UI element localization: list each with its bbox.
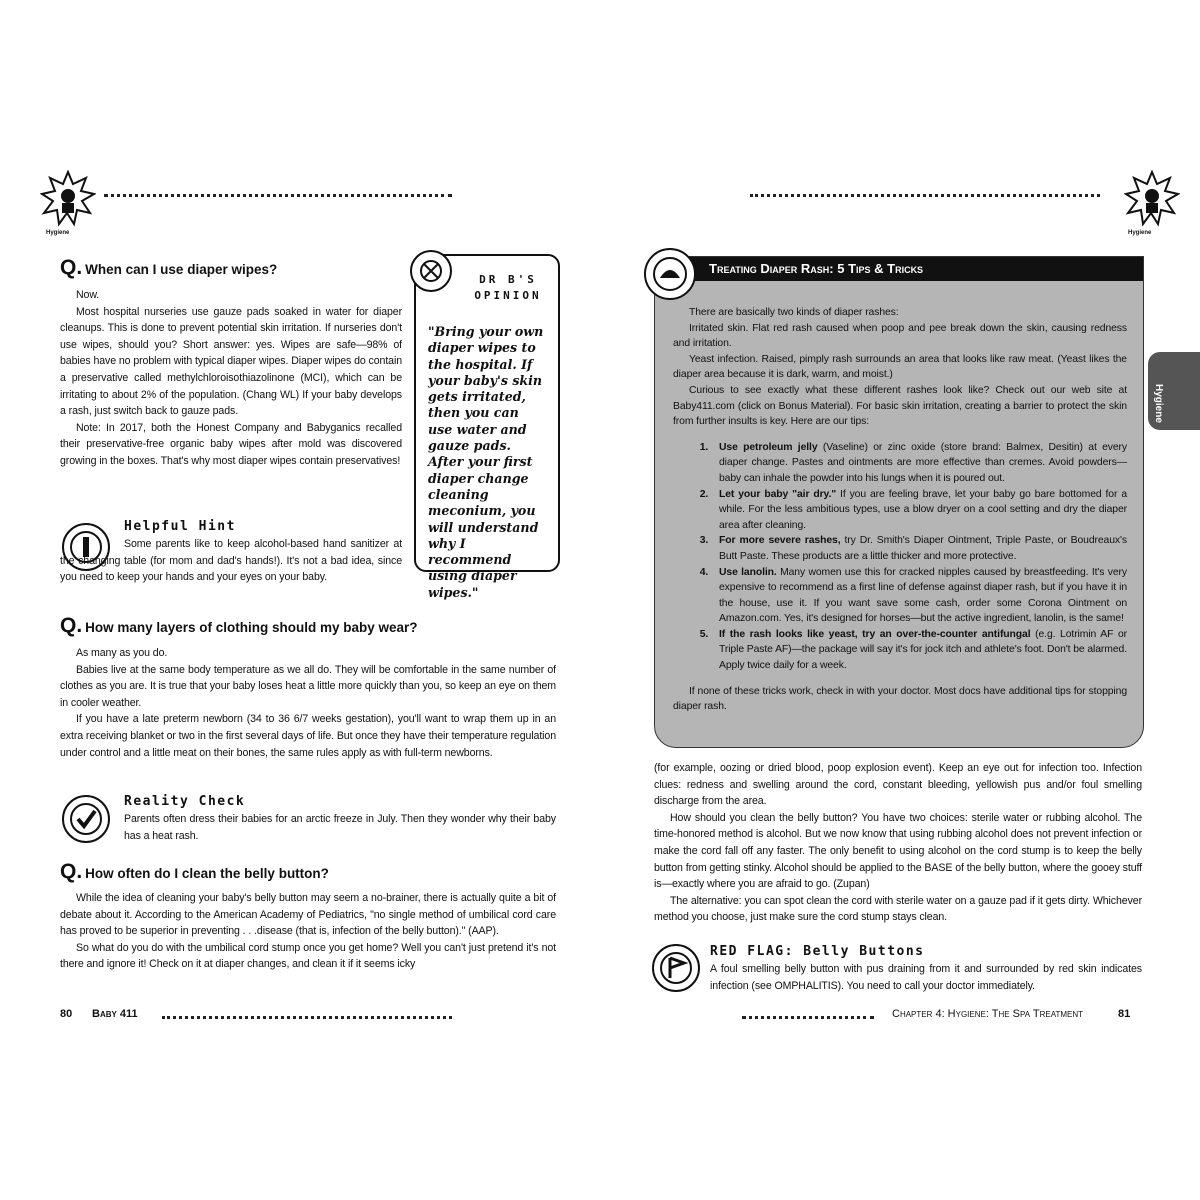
right-page bbox=[600, 0, 1200, 1200]
baby-icon bbox=[644, 248, 696, 300]
q1-body: Now. Most hospital nurseries use gauze pads soaked in water for diaper cleanups. This is done to prevent potential skin irritation. If nurseries don't use wipes, should you? Short answer: yes. Wipes are safe—98% of babies have no problem with typical diaper wipes. Diaper wipes do contain a preservative called methylchloroisothiazolinone (MCI), which can be irritating to about 2% of the population. (Chang WL) If your baby develops a rash, just switch back to gauze pads. Note: In 2017, both the Honest Company and Babyganics recalled their preservative-free organic baby wipes after mold was discovered growing in the boxes. That's why most diaper wipes contain preservatives! bbox=[60, 289, 402, 467]
q3-body: While the idea of cleaning your baby's belly button may seem a no-brainer, there is actually quite a bit of debate about it. According to the American Academy of Pediatrics, "no single method of umbilical cord care has proved to be superior in preventing . . .disease (that is, infection of the belly button)." (AAP). So what do you do with the umbilical cord stump once you get home? Well you can't just pretend it's not there and ignore it! Check on it at diaper changes, and clean it if it seems icky bbox=[60, 892, 556, 971]
question-heading: Q. How many layers of clothing should my baby wear? bbox=[60, 614, 418, 637]
question-title: How many layers of clothing should my baby wear? bbox=[85, 620, 418, 635]
checkmark-icon bbox=[62, 795, 110, 843]
question-title: How often do I clean the belly button? bbox=[85, 866, 329, 881]
tip-item: 3. For more severe rashes, try Dr. Smith's Diaper Ointment, Triple Paste, or Boudreaux's Butt Paste. These products are a little thicker and more protective. bbox=[711, 533, 1127, 564]
red-flag-title: RED FLAG: Belly Buttons bbox=[710, 944, 925, 959]
starburst-mascot-icon bbox=[1124, 170, 1180, 230]
opinion-quote: "Bring your own diaper wipes to the hospital. If your baby's skin gets irritated, then you can use water and gauze pads. After your first diaper change cleaning meconium, you will understand why I recommend using diaper wipes." bbox=[428, 324, 544, 600]
footer-dotted-rule bbox=[162, 1016, 452, 1019]
tip-item: 2. Let your baby "air dry." If you are feeling brave, let your baby go bare bottomed for a while. For the less ambitious types, use a blow dryer on a cool setting and dry the diaper area after cleaning. bbox=[711, 487, 1127, 534]
tip-item: 1. Use petroleum jelly (Vaseline) or zinc oxide (store brand: Balmex, Desitin) at every diaper change. Pastes and ointments are more effective than cremes. Avoid powders—baby can inhale the powder into his lungs when it is poured out. bbox=[711, 440, 1127, 487]
question-title: When can I use diaper wipes? bbox=[85, 262, 278, 277]
chapter-tab-label: Hygiene bbox=[1153, 384, 1164, 423]
diaper-rash-box bbox=[654, 256, 1144, 748]
red-flag-text: A foul smelling belly button with pus draining from it and surrounded by red skin indicates infection (see OMPHALITIS). You need to call your doctor immediately. bbox=[710, 963, 1142, 992]
red-flag-icon bbox=[652, 944, 700, 992]
book-title: Baby 411 bbox=[92, 1008, 138, 1020]
footer-dotted-rule bbox=[742, 1016, 874, 1019]
reality-title: Reality Check bbox=[124, 794, 246, 809]
question-heading: Q. How often do I clean the belly button? bbox=[60, 860, 329, 883]
header-dotted-rule bbox=[750, 194, 1100, 197]
page-number: 81 bbox=[1118, 1008, 1131, 1020]
box-content: There are basically two kinds of diaper rashes: Irritated skin. Flat red rash caused when poop and pee break down the skin, causing redness and irritation. Yeast infection. Raised, pimply rash surrounds an area that looks like raw meat. (Yeast likes the diaper area because it is dark, warm, and moist.) Curious to see exactly what these different rashes look like? Check out our web site at Baby411.com (click on Bonus Material). For basic skin irritation, creating a barrier to protect the skin from further insults is key. Here are our tips: 1. Use petroleum jelly (Vaseline) or zinc oxide (store brand: Balmex, Desitin) at every diaper change. Pastes and ointments are more effective than cremes. Avoid powders—baby can inhale the powder into his lungs when it is poured out. 2. Let your baby "air dry." If you are feeling brave, let your baby go bare bottomed for a while. For the less ambitious types, use a blow dryer on a cool setting and dry the diaper area after cleaning. 3. For more severe rashes, try Dr. Smith's Diaper Ointment, Triple Paste, or Boudreaux's Butt Paste. These products are a little thicker and more protective. 4. Use lanolin. Many women use this for cracked nipples caused by breastfeeding. It's very expensive to recommend as a first line of defense against diaper rash, but if you have it in the house, use it. If you want save some cash, order some Corona Ointment on Amazon.com. Yes, it's designed for horses—but the active ingredient, lanolin, is the same! 5. If the rash looks like yeast, try an over-the-counter antifungal (e.g. Lotrimin AF or Triple Paste AF)—the package will say it's for jock itch and athlete's foot. Don't be alarmed. Apply twice daily for a week. If none of these tricks work, check in with your doctor. Most docs have additional tips for stopping diaper rash. bbox=[673, 305, 1127, 715]
stethoscope-icon bbox=[410, 250, 452, 292]
question-heading: Q. When can I use diaper wipes? bbox=[60, 256, 278, 279]
reality-text: Parents often dress their babies for an arctic freeze in July. Then they wonder why their baby has a heat rash. bbox=[124, 813, 556, 842]
tip-item: 5. If the rash looks like yeast, try an over-the-counter antifungal (e.g. Lotrimin AF or Triple Paste AF)—the package will say it's for jock itch and athlete's foot. Don't be alarmed. Apply twice daily for a week. bbox=[711, 627, 1127, 674]
hint-text: Some parents like to keep alcohol-based hand sanitizer at the changing table (for mom and dad's hands!). It's not a bad idea, since you need to keep your hands and your eyes on your baby. bbox=[60, 538, 402, 584]
section-tag: Hygiene bbox=[1128, 230, 1152, 236]
chapter-tab bbox=[1148, 352, 1200, 430]
page-number: 80 bbox=[60, 1008, 73, 1020]
belly-button-continued: (for example, oozing or dried blood, poop explosion event). Keep an eye out for infection too. Infection clues: redness and swelling around the cord, constant bleeding, yellowish pus and/or foul smelling discharge from the area. How should you clean the belly button? You have two choices: sterile water or rubbing alcohol. The time-honored method is alcohol. But we now know that using rubbing alcohol does not prevent infection or make the cord fall off any faster. The only benefit to using alcohol on the cord stump is to keep the belly button from getting stinky. Alcohol should be applied to the BASE of the belly button, where the gooey stuff is—exactly where you are afraid to go. (Zupan) The alternative: you can spot clean the cord with sterile water on a gauze pad if it gets dirty. Whichever method you choose, just make sure the cord stump stays clean. bbox=[654, 762, 1142, 924]
hint-title: Helpful Hint bbox=[124, 519, 236, 534]
section-tag: Hygiene bbox=[46, 230, 70, 236]
box-title: Treating Diaper Rash: 5 Tips & Tricks bbox=[709, 261, 924, 276]
box-title-bar bbox=[655, 257, 1143, 281]
chapter-title: Chapter 4: Hygiene: The Spa Treatment bbox=[892, 1008, 1084, 1020]
tip-item: 4. Use lanolin. Many women use this for cracked nipples caused by breastfeeding. It's very expensive to recommend as a first line of defense against diaper rash, but if you have it in the house, use it. If you want save some cash, order some Corona Ointment on Amazon.com. Yes, it's designed for horses—but the active ingredient, lanolin, is the same! bbox=[711, 565, 1127, 627]
starburst-mascot-icon bbox=[40, 170, 96, 230]
opinion-title: DR B'S OPINION bbox=[474, 273, 542, 302]
q2-body: As many as you do. Babies live at the same body temperature as we all do. They will be comfortable in the same number of clothes as you are. It is true that your baby loses heat a little more quickly than you, so keep an eye on them in cooler weather. If you have a late preterm newborn (34 to 36 6/7 weeks gestation), you'll want to wrap them up in an extra receiving blanket or two in the first several days of life. But once they have their temperature regulation under control and a little meat on their bones, the same rules apply as with full-term newborns. bbox=[60, 647, 556, 759]
opinion-box bbox=[414, 254, 560, 600]
tips-list bbox=[673, 440, 1127, 674]
header-dotted-rule bbox=[104, 194, 452, 197]
